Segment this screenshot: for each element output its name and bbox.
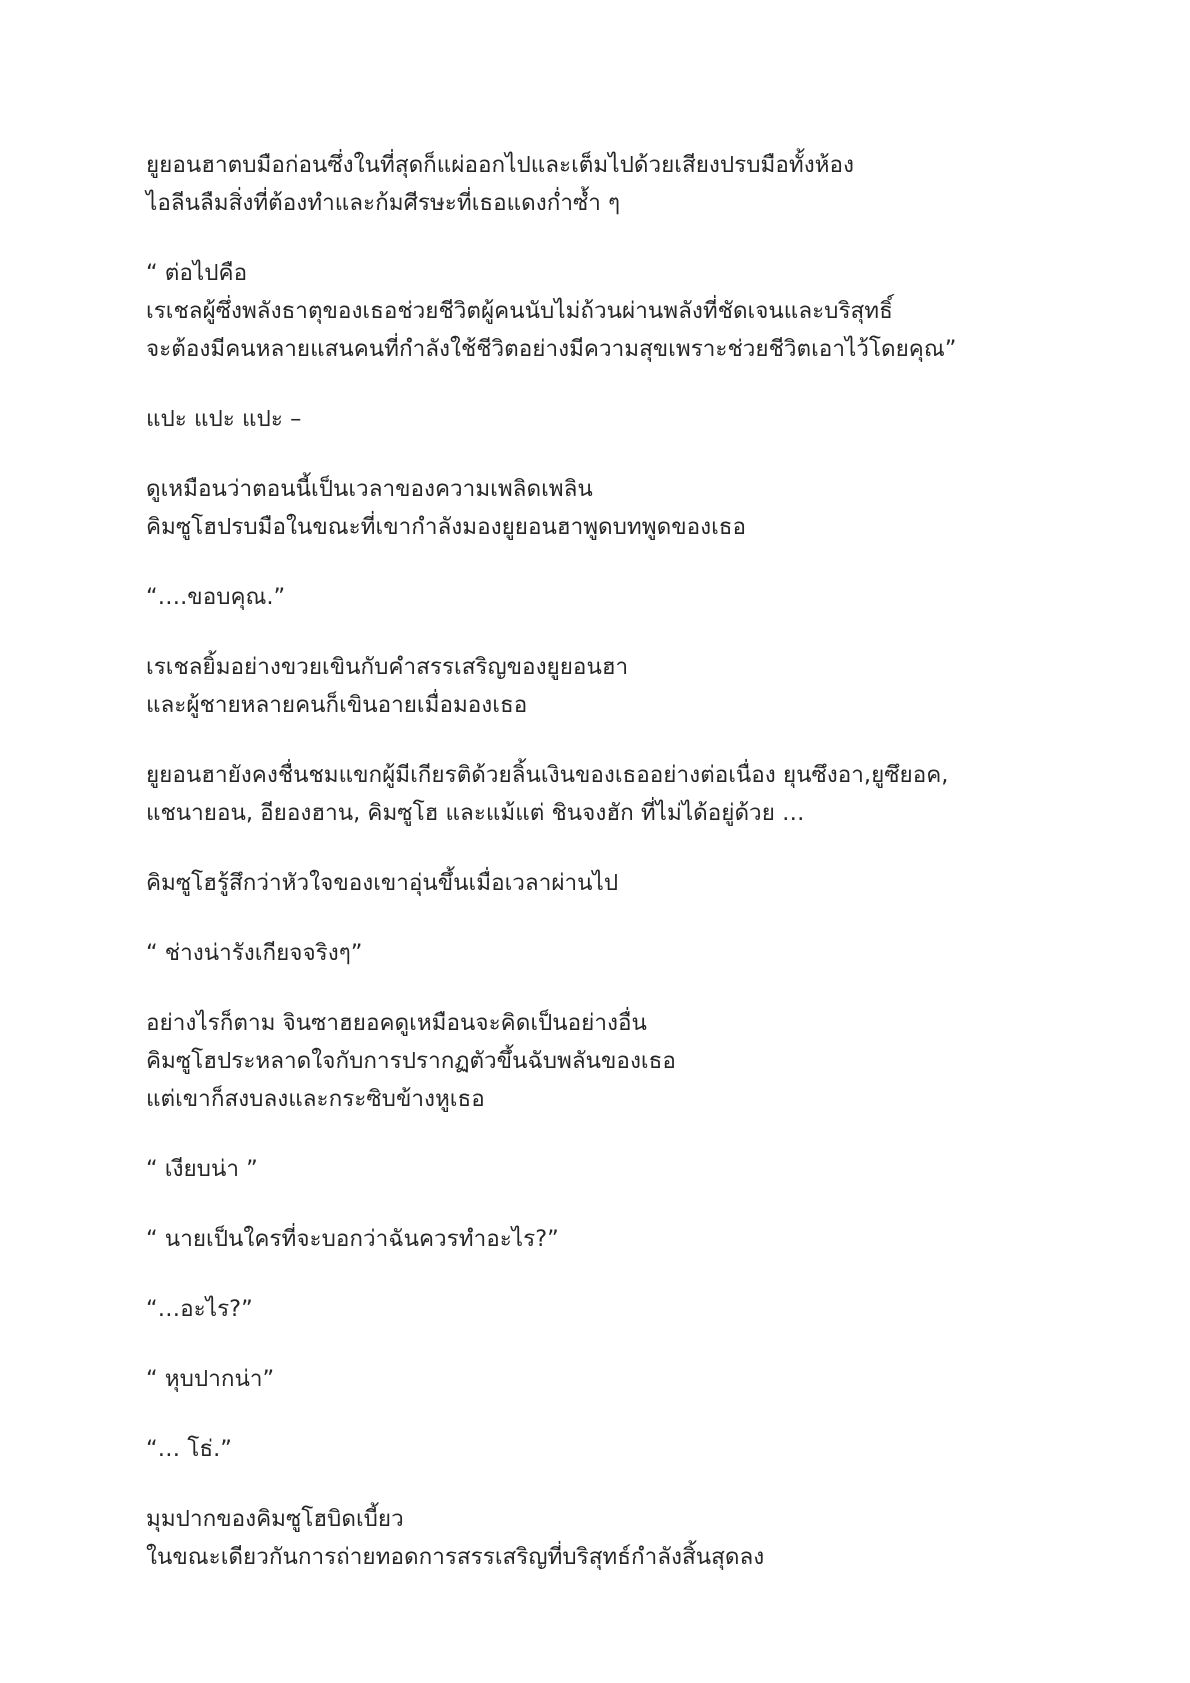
paragraph	[146, 1360, 1046, 1398]
text-line: คิมซูโฮปรบมือในขณะที่เขากำลังมองยูยอนฮาพูดบทพูดของเธอ	[146, 514, 747, 540]
text-line: คิมซูโฮรู้สึกว่าหัวใจของเขาอุ่นขึ้นเมื่อเวลาผ่านไป	[146, 870, 619, 896]
text-line: ในขณะเดียวกันการถ่ายทอดการสรรเสริญที่บริสุทธ์กำลังสิ้นสุดลง	[146, 1544, 765, 1570]
text-line: “… โธ่.”	[146, 1436, 232, 1462]
text-line: อย่างไรก็ตาม จินซาฮยอคดูเหมือนจะคิดเป็นอย่างอื่น	[146, 1010, 647, 1036]
paragraph	[146, 400, 1046, 438]
text-line: มุมปากของคิมซูโฮบิดเบี้ยว	[146, 1506, 404, 1532]
paragraph	[146, 578, 1046, 616]
paragraph	[146, 1430, 1046, 1468]
text-line: ดูเหมือนว่าตอนนี้เป็นเวลาของความเพลิดเพลิน	[146, 476, 593, 502]
paragraph	[146, 254, 1046, 368]
paragraph	[146, 864, 1046, 902]
paragraph	[146, 756, 1046, 832]
text-line: จะต้องมีคนหลายแสนคนที่กำลังใช้ชีวิตอย่างมีความสุขเพราะช่วยชีวิตเอาไว้โดยคุณ”	[146, 336, 957, 362]
paragraph	[146, 146, 1046, 222]
text-line: “ เงียบน่า ”	[146, 1156, 258, 1182]
paragraph	[146, 1150, 1046, 1188]
paragraph	[146, 648, 1046, 724]
text-line: เรเชลผู้ซึ่งพลังธาตุของเธอช่วยชีวิตผู้คนนับไม่ถ้วนผ่านพลังที่ชัดเจนและบริสุทธิ์	[146, 298, 893, 324]
text-line: แปะ แปะ แปะ –	[146, 406, 302, 432]
paragraph	[146, 934, 1046, 972]
document-body	[146, 146, 1046, 1576]
paragraph	[146, 1220, 1046, 1258]
paragraph	[146, 470, 1046, 546]
text-line: ไอลีนลืมสิ่งที่ต้องทำและก้มศีรษะที่เธอแดงก่ำซ้ำ ๆ	[146, 190, 621, 216]
text-line: และผู้ชายหลายคนก็เขินอายเมื่อมองเธอ	[146, 692, 528, 718]
text-line: ยูยอนฮาตบมือก่อนซึ่งในที่สุดก็แผ่ออกไปและเต็มไปด้วยเสียงปรบมือทั้งห้อง	[146, 152, 855, 178]
paragraph	[146, 1004, 1046, 1118]
text-line: “ ต่อไปคือ	[146, 260, 248, 286]
paragraph	[146, 1500, 1046, 1576]
text-line: “ ช่างน่ารังเกียจจริงๆ”	[146, 940, 363, 966]
text-line: “ นายเป็นใครที่จะบอกว่าฉันควรทำอะไร?”	[146, 1226, 559, 1252]
paragraph	[146, 1290, 1046, 1328]
text-line: แชนายอน, อียองฮาน, คิมซูโฮ และแม้แต่ ชินจงฮัก ที่ไม่ได้อยู่ด้วย …	[146, 800, 805, 826]
text-line: “…อะไร?”	[146, 1296, 253, 1322]
text-line: ยูยอนฮายังคงชื่นชมแขกผู้มีเกียรติด้วยลิ้นเงินของเธออย่างต่อเนื่อง ยุนซึงอา,ยูซึยอค,	[146, 762, 949, 788]
text-line: “….ขอบคุณ.”	[146, 584, 286, 610]
text-line: แต่เขาก็สงบลงและกระซิบข้างหูเธอ	[146, 1086, 485, 1112]
text-line: คิมซูโฮประหลาดใจกับการปรากฏตัวขึ้นฉับพลันของเธอ	[146, 1048, 676, 1074]
text-line: “ หุบปากน่า”	[146, 1366, 275, 1392]
text-line: เรเชลยิ้มอย่างขวยเขินกับคำสรรเสริญของยูยอนฮา	[146, 654, 629, 680]
